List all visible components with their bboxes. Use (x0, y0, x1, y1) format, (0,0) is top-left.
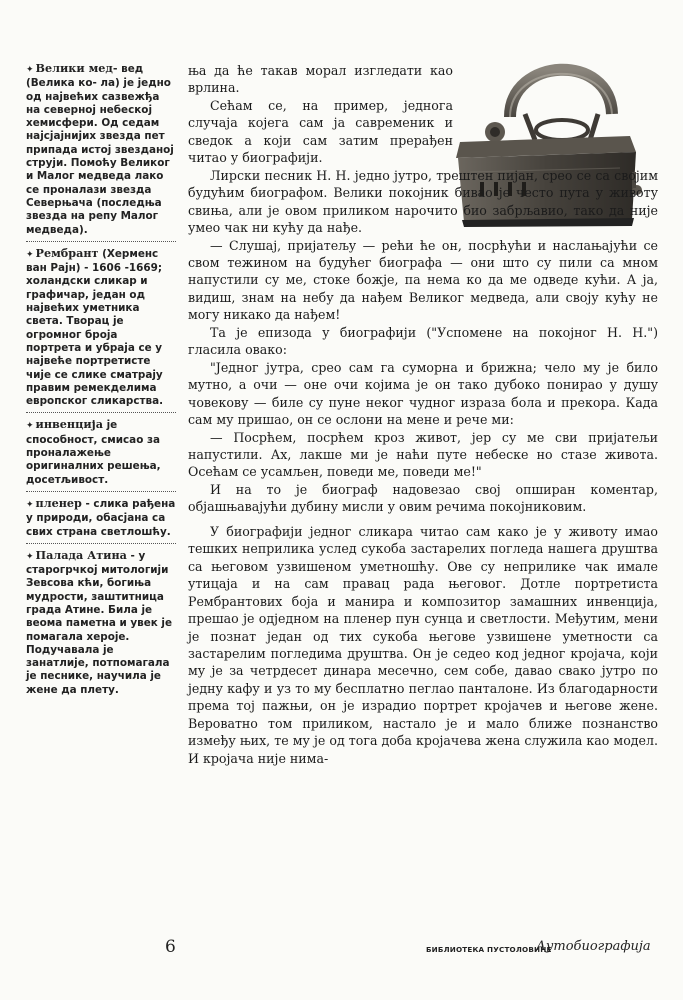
page-number: 6 (165, 937, 176, 957)
glossary-term: инвенција (35, 417, 103, 432)
bullet-icon: ✦ (26, 249, 34, 260)
glossary-term: пленер (35, 495, 82, 510)
glossary-term: Велики мед- (35, 61, 118, 75)
glossary-note-great-bear (26, 62, 176, 242)
glossary-note-pallas-athena (26, 549, 176, 701)
paragraph: Лирски песник Н. Н. једно јутро, трештен пијан, срео се са својим будућим биографом. Велики покојник бивао је често пута у животу свиња, али је овом приликом нарочито био забрљавио, тако да није умео чак ни кућу да нађе. (188, 167, 658, 236)
paragraph: И на то је биограф надовезао свој опширан коментар, објашњавајући дубину мисли у овим речима покојниковим. (188, 481, 658, 515)
paragraph: Сећам се, на пример, једнога случаја којега сам ја савременик и сведок а који сам затим прерађен читао у биографији. (188, 97, 453, 166)
paragraph: ња да ће такав морал изгледати као врлина. (188, 63, 453, 96)
bullet-icon: ✦ (26, 421, 34, 432)
glossary-term: Палада Атина (35, 547, 127, 562)
paragraph: — Слушај, пријатељу — рећи ће он, посрћући и наслањајући се свом тежином на будућег биографа — они што су пили са мном напустили су ме, стоке божје, па нема ко да ме одведе кући. А ја, видиш, знам на небу да нађем Великог медведа, али своју кућу не могу никако да нађем! (188, 237, 658, 323)
bullet-icon: ✦ (26, 551, 34, 562)
bullet-icon: ✦ (26, 499, 34, 510)
glossary-text: је способност, смисао за проналажење оригиналних решења, досетљивост. (26, 419, 161, 486)
glossary-text: - у старогрчкој митологији Зевсова кћи, богиња мудрости, заштитница града Атине. Била је веома паметна и увек је помагала херoје. Подучавала је занатлије, потпомагала је песнике, научила је жене да плету. (26, 549, 173, 696)
paragraph: "Једног јутра, срео сам га суморна и брижна; чело му је било мутно, а очи — оне очи којима је он тако дубоко понирао у душу човекову — биле су пуне неког чудног израза бола и прекора. Када сам му пришао, он се ослони на мене и рече ми: (188, 359, 658, 428)
glossary-note-rembrandt (26, 247, 176, 414)
glossary-text: - слика рађена у природи, обасјана са свих страна светлошћу. (26, 497, 176, 538)
glossary-text: вед (Велика ко- ла) је једно од највећих сазвежђа на северној небеској хемисфери. Од седам најсјајнијих звезда пет припада истој звезданој струји. Помоћу Великог и Малог медведа лако се проналази звезда Северњача (последња звезда на репу Малог медведа). (26, 63, 174, 236)
glossary-note-plein-air (26, 497, 176, 544)
paragraph: У биографији једног сликара читао сам како је у животу имао тешких неприлика услед сукоба застарелих погледа нашега друштва са његовом узвишеном уметношћу. Ове су неприлике чак имале утицаја и на сам правац рада његовог. Дотле портретиста Рембрантових боја и манира и композитор замашних инвенција, прешао је одједном на пленер пун сунца и светлости. Међутим, мени је познат један од тих сукоба његове узвишене уметности са застарелим погледима друштва. Он је седео код једног кројача, који му је за четрдесет динара месечно, сем собе, давао свако јутро по једну кафу и уз то му бесплатно пеглао панталоне. Из благодарности према тој пажњи, он је израдио портрет кројачев и његове жене. Вероватно том приликом, настало је и мало ближе познанство између њих, те му је од тога доба кројачева жена служила као модел. И кројача није нима- (188, 523, 658, 766)
main-text-column (188, 62, 658, 767)
paragraph: — Посрћем, посрћем кроз живот, јер су ме сви пријатељи напустили. Ах, лакше ми је наћи путе небеске но стазе живота. Осећам се усамљен, поведи ме, поведи ме!" (188, 429, 658, 480)
series-name: БИБЛИОТЕКА ПУСТОЛОВИНЕ (426, 945, 552, 954)
glossary-text: (Херменс ван Рајн) - 1606 -1669; холандски сликар и графичар, један од највећих уметника света. Творац је огромног броја портрета и убраја се у највеће портретисте чије се слике сматрају правим ремекделима европског сликарства. (26, 247, 164, 408)
glossary-term: Рембрант (35, 245, 99, 260)
book-title: Аутобиографија (536, 939, 651, 954)
paragraph: Та је епизода у биографији ("Успомене на покојног Н. Н.") гласила овако: (188, 324, 658, 358)
glossary-note-invention (26, 418, 176, 491)
bullet-icon: ✦ (26, 65, 34, 75)
glossary-sidebar (26, 62, 176, 706)
